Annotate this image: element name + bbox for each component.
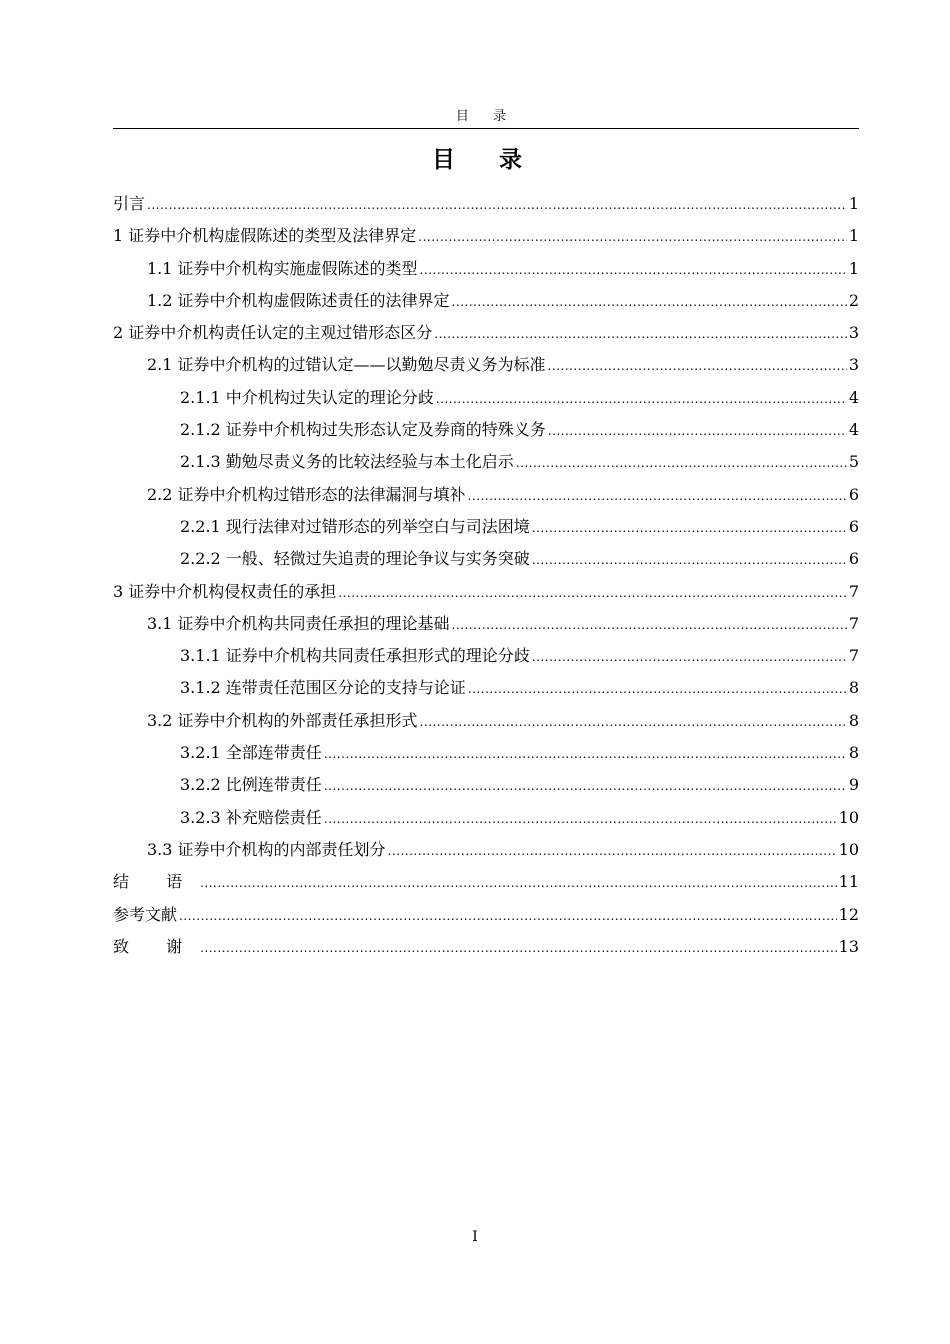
- toc-entry[interactable]: [113, 870, 859, 902]
- toc-entry-page: 1: [848, 258, 859, 278]
- toc-entry-page: 10: [838, 839, 859, 859]
- toc-leader-dots: [548, 354, 847, 378]
- toc-entry-page: 4: [848, 387, 859, 407]
- toc-leader-dots: [324, 774, 847, 798]
- toc-entry[interactable]: [113, 903, 859, 935]
- toc-leader-dots: [324, 807, 837, 831]
- toc-entry-label: 2.1 证券中介机构的过错认定——以勤勉尽责义务为标准: [147, 355, 546, 375]
- header-rule: [113, 128, 859, 129]
- toc-leader-dots: [436, 387, 847, 411]
- toc-leader-dots: [179, 904, 837, 928]
- toc-leader-dots: [468, 484, 847, 508]
- toc-entry-page: 9: [848, 775, 859, 795]
- toc-leader-dots: [324, 742, 847, 766]
- toc-leader-dots: [420, 710, 847, 734]
- toc-entry[interactable]: [113, 741, 859, 773]
- toc-entry-label: 3.1 证券中介机构共同责任承担的理论基础: [147, 613, 450, 633]
- toc-entry-label: 3.2.1 全部连带责任: [180, 743, 322, 763]
- toc-entry-label: 3.1.1 证券中介机构共同责任承担形式的理论分歧: [180, 646, 530, 666]
- toc-entry-label: 致 谢: [113, 936, 199, 956]
- toc-entry-page: 8: [848, 678, 859, 698]
- toc-entry[interactable]: [113, 935, 859, 967]
- toc-entry-page: 8: [848, 743, 859, 763]
- table-of-contents: [113, 192, 859, 967]
- toc-entry[interactable]: [113, 644, 859, 676]
- toc-entry[interactable]: [113, 612, 859, 644]
- toc-entry-label: 2.1.3 勤勉尽责义务的比较法经验与本土化启示: [180, 452, 514, 472]
- toc-entry[interactable]: [113, 709, 859, 741]
- toc-leader-dots: [388, 839, 837, 863]
- toc-entry-page: 10: [838, 807, 859, 827]
- toc-leader-dots: [418, 225, 847, 249]
- toc-entry[interactable]: [113, 773, 859, 805]
- toc-entry-page: 4: [848, 420, 859, 440]
- toc-entry-page: 1: [848, 194, 859, 213]
- toc-leader-dots: [200, 871, 837, 895]
- toc-entry-label: 引言: [113, 194, 146, 213]
- toc-entry-page: 6: [848, 484, 859, 504]
- toc-entry-page: 12: [838, 904, 859, 924]
- toc-entry-page: 11: [838, 872, 859, 892]
- toc-entry[interactable]: [113, 515, 859, 547]
- toc-entry[interactable]: [113, 450, 859, 482]
- toc-leader-dots: [516, 451, 847, 475]
- toc-entry-label: 2.2.1 现行法律对过错形态的列举空白与司法困境: [180, 516, 530, 536]
- toc-leader-dots: [452, 613, 847, 637]
- toc-entry-page: 7: [848, 613, 859, 633]
- toc-entry[interactable]: [113, 257, 859, 289]
- toc-entry[interactable]: [113, 224, 859, 256]
- toc-entry-page: 3: [848, 323, 859, 343]
- toc-entry[interactable]: [113, 353, 859, 385]
- toc-entry-label: 3.1.2 连带责任范围区分论的支持与论证: [180, 678, 466, 698]
- toc-entry[interactable]: [113, 289, 859, 321]
- toc-entry[interactable]: [113, 547, 859, 579]
- toc-entry[interactable]: [113, 321, 859, 353]
- toc-entry-page: 5: [848, 452, 859, 472]
- toc-leader-dots: [434, 322, 847, 346]
- toc-entry-page: 13: [838, 936, 859, 956]
- toc-entry-page: 8: [848, 710, 859, 730]
- toc-leader-dots: [532, 645, 847, 669]
- toc-entry-label: 结 语: [113, 872, 199, 892]
- page-title: 目 录: [431, 147, 540, 173]
- toc-entry-page: 7: [848, 646, 859, 666]
- toc-entry-label: 2.1.2 证券中介机构过失形态认定及券商的特殊义务: [180, 420, 546, 440]
- toc-leader-dots: [452, 290, 847, 314]
- toc-entry[interactable]: [113, 676, 859, 708]
- toc-leader-dots: [548, 419, 847, 443]
- toc-leader-dots: [200, 936, 837, 960]
- toc-entry-label: 2.1.1 中介机构过失认定的理论分歧: [180, 387, 434, 407]
- toc-entry[interactable]: [113, 192, 859, 224]
- toc-entry[interactable]: [113, 580, 859, 612]
- toc-entry-label: 3.2.2 比例连带责任: [180, 775, 322, 795]
- toc-entry-page: 2: [848, 290, 859, 310]
- toc-entry-label: 3.2 证券中介机构的外部责任承担形式: [147, 710, 418, 730]
- toc-entry-page: 1: [848, 226, 859, 246]
- toc-entry-label: 3.2.3 补充赔偿责任: [180, 807, 322, 827]
- page-number: I: [472, 1229, 478, 1245]
- toc-entry[interactable]: [113, 483, 859, 515]
- toc-entry-page: 3: [848, 355, 859, 375]
- toc-entry-page: 6: [848, 549, 859, 569]
- toc-entry-label: 2 证券中介机构责任认定的主观过错形态区分: [113, 323, 433, 343]
- toc-leader-dots: [420, 258, 847, 282]
- toc-entry-label: 1.2 证券中介机构虚假陈述责任的法律界定: [147, 290, 450, 310]
- toc-entry-label: 1.1 证券中介机构实施虚假陈述的类型: [147, 258, 418, 278]
- toc-entry-label: 3 证券中介机构侵权责任的承担: [113, 581, 337, 601]
- toc-leader-dots: [532, 548, 847, 572]
- toc-entry[interactable]: [113, 838, 859, 870]
- toc-entry[interactable]: [113, 386, 859, 418]
- toc-leader-dots: [468, 677, 847, 701]
- toc-entry-label: 2.2.2 一般、轻微过失追责的理论争议与实务突破: [180, 549, 530, 569]
- toc-entry-label: 参考文献: [113, 904, 178, 924]
- running-header: 目 录: [455, 109, 517, 124]
- toc-entry-page: 6: [848, 516, 859, 536]
- toc-entry-label: 3.3 证券中介机构的内部责任划分: [147, 839, 386, 859]
- toc-entry[interactable]: [113, 806, 859, 838]
- toc-leader-dots: [147, 193, 847, 217]
- toc-entry-label: 2.2 证券中介机构过错形态的法律漏洞与填补: [147, 484, 466, 504]
- toc-leader-dots: [338, 581, 847, 605]
- toc-entry-page: 7: [848, 581, 859, 601]
- toc-entry[interactable]: [113, 418, 859, 450]
- toc-entry-label: 1 证券中介机构虚假陈述的类型及法律界定: [113, 226, 417, 246]
- toc-leader-dots: [532, 516, 847, 540]
